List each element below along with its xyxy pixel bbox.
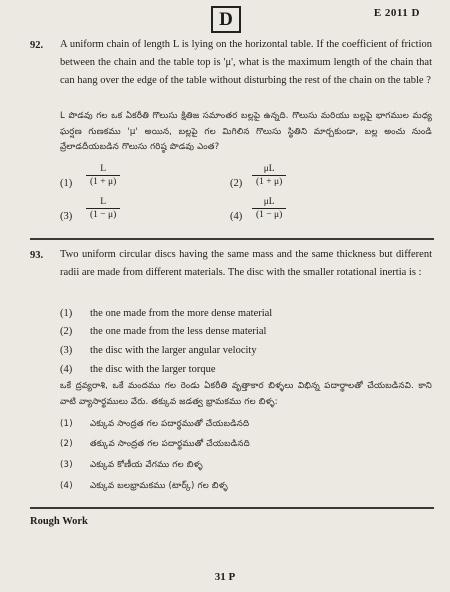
booklet-set-letter: D — [211, 6, 241, 33]
q92-option-2-fraction — [252, 164, 286, 187]
question-92-number: 92. — [30, 40, 44, 51]
q93-option-1-text: the one made from the more dense material — [90, 308, 273, 319]
q92-option-2-denominator: (1 + μ) — [252, 175, 286, 187]
q93-option-3-text: the disc with the larger angular velocity — [90, 345, 257, 356]
question-92-telugu-text: L పొడవు గల ఒక ఏకరీతి గొలుసు క్షితిజ సమాంతర బల్లపై ఉన్నది. గొలుసు మరియు బల్లపై భాగముల మధ్య ఘర్షణ గుణకము 'μ' అయిన, బల్లపై గల మిగిలిన గొలుసు స్థితిని మార్చకుండా, బల్ల అంచు నుండి వ్రేలాడదీయబడిన గొలుసు గరిష్ఠ పొడవు ఎంత? — [60, 111, 432, 152]
q93-option-2-text: the one made from the less dense material — [90, 326, 267, 337]
q92-option-2-numerator: μL — [263, 164, 275, 174]
q92-option-1-numerator: L — [100, 164, 107, 174]
q92-option-1-denominator: (1 + μ) — [86, 175, 120, 187]
page-number: 31 P — [214, 571, 236, 583]
question-93-number: 93. — [30, 250, 44, 261]
q93-option-4-number: (4) — [60, 364, 73, 375]
q93-telugu-option-3-number: (3) — [60, 460, 73, 470]
q92-option-4-numerator: μL — [263, 197, 275, 207]
q93-telugu-option-1-text: ఎక్కువ సాంద్రత గల పదార్థముతో చేయబడినది — [90, 419, 250, 429]
q92-option-4-denominator: (1 − μ) — [252, 208, 286, 220]
q92-option-1-number: (1) — [60, 178, 73, 189]
q93-telugu-option-1-number: (1) — [60, 419, 73, 429]
q93-option-3-number: (3) — [60, 345, 73, 356]
q93-telugu-option-3-text: ఎక్కువ కోణీయ వేగము గల బిళ్ళ — [90, 460, 203, 470]
q92-option-3-fraction — [86, 197, 120, 220]
q93-option-4-text: the disc with the larger torque — [90, 364, 216, 375]
question-divider — [30, 238, 434, 240]
q92-option-4-number: (4) — [230, 211, 243, 222]
question-93-text: Two uniform circular discs having the same mass and the same thickness but different radii are made from different materials. The disc with the smaller rotational inertia is : — [60, 249, 432, 278]
q92-option-4-fraction — [252, 197, 286, 220]
q93-telugu-option-2-number: (2) — [60, 439, 73, 449]
q93-telugu-option-2-text: తక్కువ సాంద్రత గల పదార్థముతో చేయబడినది — [90, 439, 250, 449]
exam-code: E 2011 D — [373, 7, 420, 19]
q92-option-3-numerator: L — [100, 197, 107, 207]
q92-option-1-fraction — [86, 164, 120, 187]
q93-telugu-option-4-text: ఎక్కువ బలభ్రామకము (టార్క్) గల బిళ్ళ — [90, 481, 228, 491]
question-93-telugu-text: ఒకే ద్రవ్యరాశి, ఒకే మందము గల రెండు ఏకరీతి వృత్తాకార బిళ్ళలు విభిన్న పదార్థాలతో చేయబడినవి. కాని వాటి వ్యాసార్థములు వేరు. తక్కువ జడత్వ భ్రామకము గల బిళ్ళ: — [60, 381, 432, 407]
q92-option-3-denominator: (1 − μ) — [86, 208, 120, 220]
q92-option-3-number: (3) — [60, 211, 73, 222]
rough-work-heading: Rough Work — [30, 516, 88, 527]
q92-option-2-number: (2) — [230, 178, 243, 189]
question-92-text: A uniform chain of length L is lying on the horizontal table. If the coefficient of friction between the chain and the table top is 'μ', what is the maximum length of the chain that can hang over the edge of the table without disturbing the rest of the chain on the table ? — [60, 39, 432, 86]
q93-option-1-number: (1) — [60, 308, 73, 319]
rough-work-divider — [30, 507, 434, 509]
q93-telugu-option-4-number: (4) — [60, 481, 73, 491]
q93-option-2-number: (2) — [60, 326, 73, 337]
